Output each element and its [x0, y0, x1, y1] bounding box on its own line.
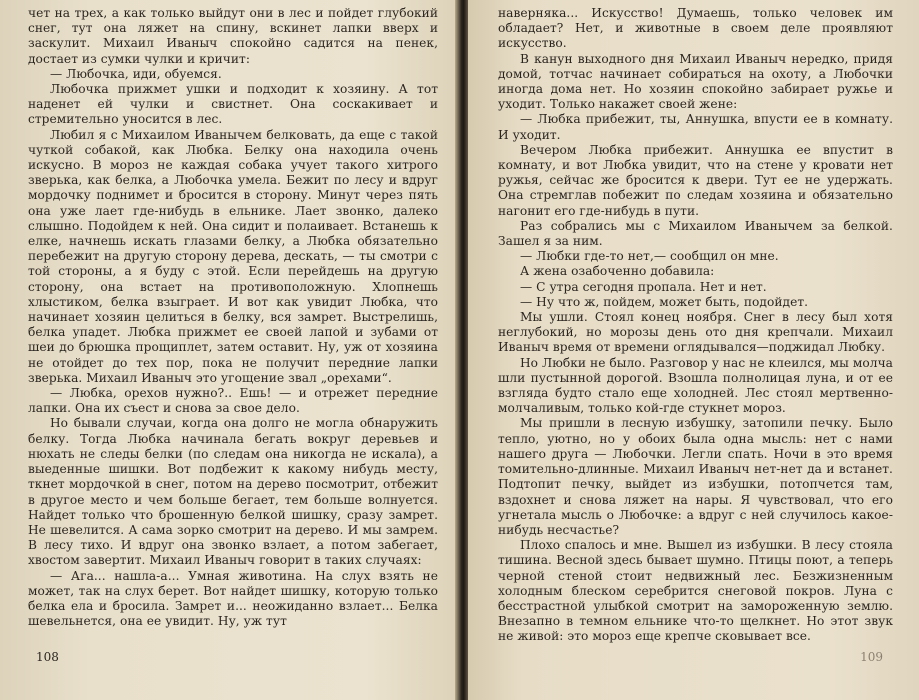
- left-page: [0, 0, 458, 700]
- left-page-number: 108: [36, 650, 59, 664]
- paragraph: Но Любки не было. Разговор у нас не клеился, мы молча шли пустынной дорогой. Взошла полнолицая луна, и от ее взгляда будто стало еще холодней. Лес стоял мертвенно-молчаливым, только кой-где стукнет мороз.: [498, 355, 893, 416]
- paragraph: — Любки где-то нет,— сообщил он мне.: [520, 249, 779, 264]
- paragraph: Плохо спалось и мне. Вышел из избушки. В лесу стояла тишина. Весной здесь бывает шумно. Птицы поют, а теперь черной стеной стоит недвижный лес. Безжизненным холодным блеском серебрится снеговой покров. Луна с бесстрастной улыбкой смотрит на замороженную землю. Внезапно в темном ельнике что-то щелкнет. Но этот звук не живой: это мороз еще крепче сковывает все.: [498, 538, 893, 644]
- paragraph: Но бывали случаи, когда она долго не могла обнаружить белку. Тогда Любка начинала бегать вокруг деревьев и нюхать не следы белки (по следам она никогда не искала), а выеденные шишки. Вот подбежит к какому нибудь месту, ткнет мордочкой в снег, потом на дерево посмотрит, отбежит в другое место и чем больше бегает, тем больше волнуется. Найдет только что брошенную белкой шишку, сразу замрет. Не шевелится. А сама зорко смотрит на дерево. И мы замрем. В лесу тихо. И вдруг она звонко взлает, а потом забегает, хвостом завертит. Михаил Иваныч говорит в таких случаях:: [28, 416, 438, 568]
- paragraph: — Ага... нашла-а... Умная животина. На слух взять не может, так на слух берет. Вот найдет шишку, которую только белка ела и бросила. Замрет и... неожиданно взлает... Белка шевельнется, она ее увидит. Ну, уж тут: [28, 568, 438, 629]
- right-page: [468, 0, 919, 700]
- paragraph: Любочка прижмет ушки и подходит к хозяину. А тот наденет ей чулки и свистнет. Она соскакивает и стремительно уносится в лес.: [28, 82, 438, 127]
- paragraph: Вечером Любка прибежит. Аннушка ее впустит в комнату, и вот Любка увидит, что на стене у кровати нет ружья, сейчас же бросится к двери. Тут ее не удержать. Она стремглав побежит по следам хозяина и обязательно нагонит его где-нибудь в пути.: [498, 142, 893, 218]
- left-page-text: [28, 6, 438, 629]
- paragraph: — Ну что ж, пойдем, может быть, подойдет.: [520, 294, 809, 309]
- paragraph: — Любка, орехов нужно?.. Ешь! — и отрежет передние лапки. Она их съест и снова за свое дело.: [28, 386, 438, 416]
- paragraph: В канун выходного дня Михаил Иваныч нередко, придя домой, тотчас начинает собираться на охоту, а Любочки иногда дома нет. Но хозяин спокойно забирает ружье и уходит. Только накажет своей жене:: [498, 51, 893, 112]
- paragraph: — Любочка, иди, обуемся.: [50, 66, 222, 81]
- paragraph: А жена озабоченно добавила:: [520, 264, 715, 279]
- paragraph: чет на трех, а как только выйдут они в лес и пойдет глубокий снег, тут она ляжет на спину, вскинет лапки вверх и заскулит. Михаил Иваныч спокойно садится на пенек, достает из сумки чулки и кричит:: [28, 6, 438, 66]
- paragraph: Любил я с Михаилом Иванычем белковать, да еще с такой чуткой собакой, как Любка. Белку она находила очень искусно. В мороз не каждая собака учует такого хитрого зверька, как белка, а Любочка умела. Бежит по лесу и вдруг мордочку поднимет и бросится в сторону. Минут через пять она уже лает где-нибудь в ельнике. Лает звонко, далеко слышно. Подойдем к ней. Она сидит и полаивает. Встанешь к елке, начнешь искать глазами белку, а Любка обязательно перебежит на другую сторону дерева, дескать, — ты смотри с той стороны, а я буду с этой. Если перейдешь на другую сторону, она встает на противоположную. Хлопнешь хлыстиком, белка взыграет. И вот как увидит Любка, что начинает хозяин целиться в белку, вся замрет. Выстрелишь, белка упадет. Любка прижмет ее своей лапой и зубами от шеи до брюшка прощиплет, затем оставит. Ну, уж от хозяина не отойдет до тех пор, пока не получит передние лапки зверька. Михаил Иваныч это угощение звал „орехами“.: [28, 127, 438, 385]
- right-page-number: 109: [860, 650, 883, 664]
- paragraph: — С утра сегодня пропала. Нет и нет.: [520, 279, 767, 294]
- paragraph: Мы пришли в лесную избушку, затопили печку. Было тепло, уютно, но у обоих была одна мысль: нет с нами нашего друга — Любочки. Легли спать. Ночи в это время томительно-длинные. Михаил Иваныч нет-нет да и встанет. Подтопит печку, выйдет из избушки, потопчется там, вздохнет и снова ляжет на нары. Я чувствовал, что его угнетала мысль о Любочке: а вдруг с ней случилось какое-нибудь несчастье?: [498, 416, 893, 537]
- paragraph: — Любка прибежит, ты, Аннушка, впусти ее в комнату. И уходит.: [498, 112, 893, 142]
- right-page-text: [498, 6, 893, 645]
- paragraph: Раз собрались мы с Михаилом Иванычем за белкой. Зашел я за ним.: [498, 218, 893, 249]
- paragraph: Мы ушли. Стоял конец ноября. Снег в лесу был хотя неглубокий, но морозы день ото дня крепчали. Михаил Иваныч время от времени оглядывался—поджидал Любку.: [498, 310, 893, 355]
- paragraph: наверняка... Искусство! Думаешь, только человек им обладает? Нет, и животные в своем деле проявляют искусство.: [498, 6, 893, 51]
